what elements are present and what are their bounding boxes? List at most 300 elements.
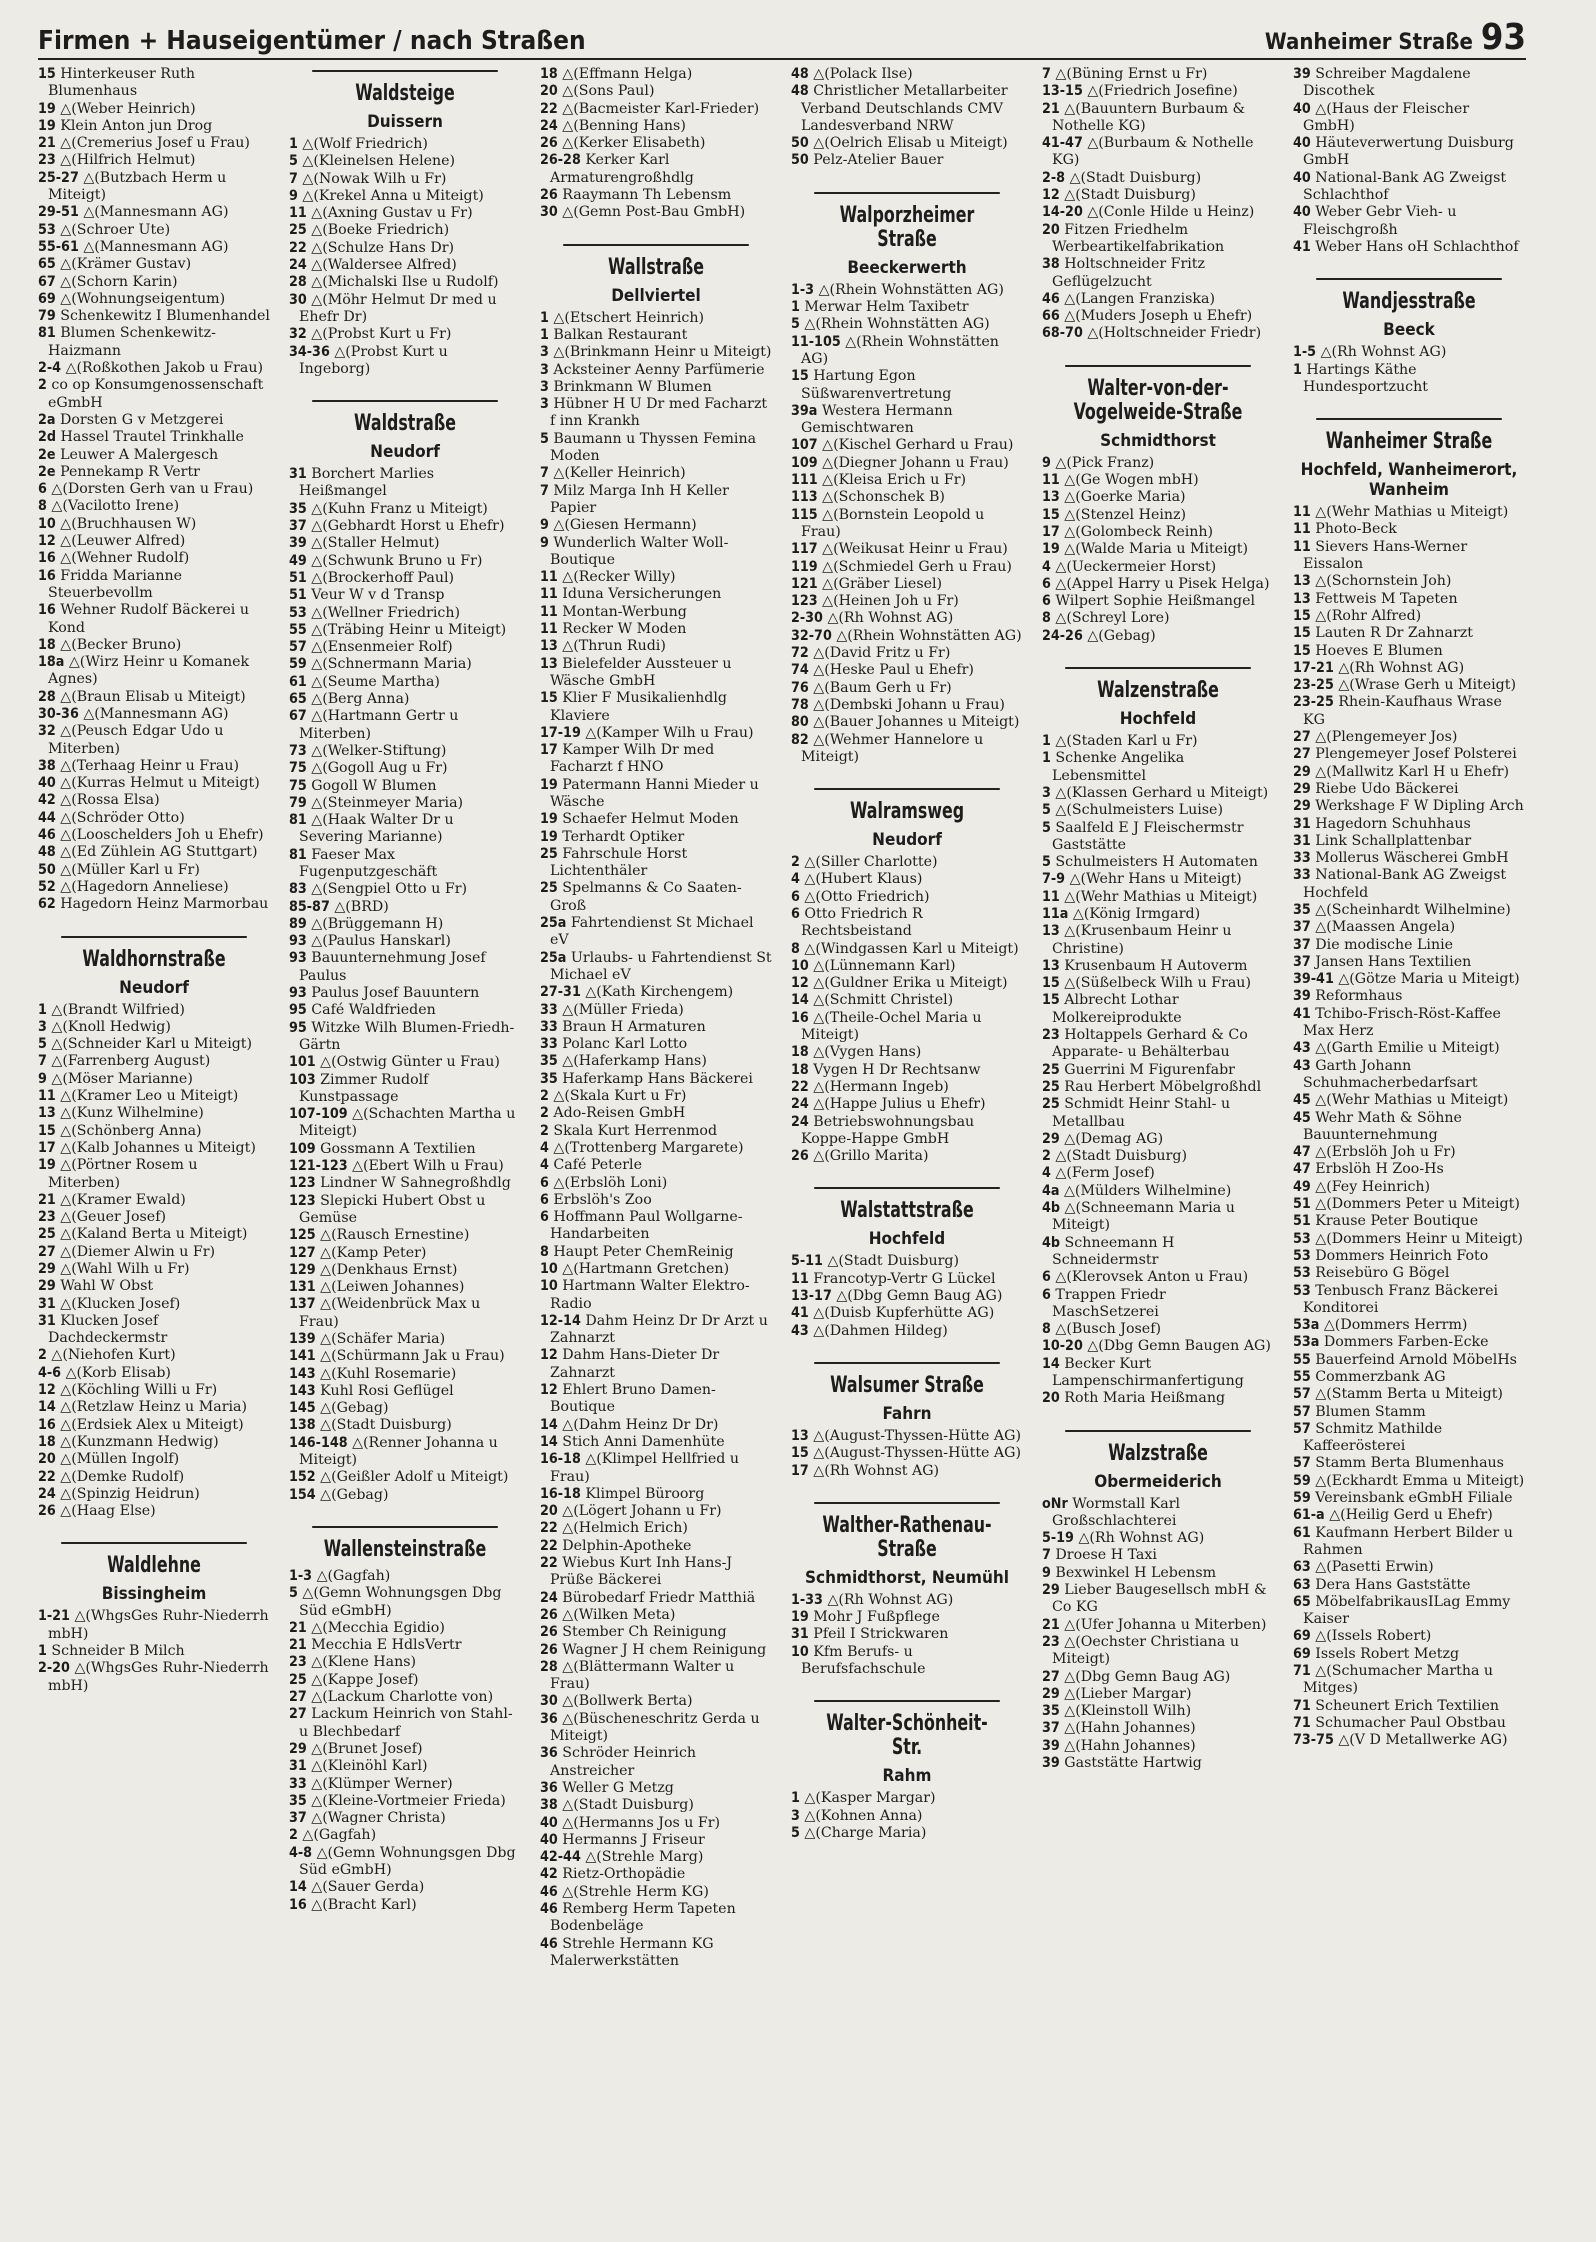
entry-text: △(Gagfah)	[316, 1567, 391, 1584]
house-number: 15	[540, 690, 558, 707]
directory-entry	[1293, 344, 1525, 361]
directory-entry	[289, 1469, 521, 1486]
entry-text: △(Pick Franz)	[1055, 454, 1155, 471]
directory-entry	[540, 204, 772, 221]
house-number: 25	[1042, 1061, 1060, 1078]
entry-text: △(Braun Elisab u Miteigt)	[60, 688, 246, 705]
entry-text: △(Thrun Rudi)	[562, 638, 666, 655]
house-number: 51	[1293, 1213, 1311, 1230]
directory-entry	[1293, 608, 1525, 625]
house-number: 13	[791, 1427, 809, 1444]
entry-text: Hinterkeuser Ruth Blumenhaus	[48, 66, 195, 100]
directory-entry	[540, 1036, 772, 1053]
entry-text: Pelz-Atelier Bauer	[813, 152, 944, 169]
directory-entry	[540, 135, 772, 152]
entry-text: National-Bank AG Zweigst Hochfeld	[1303, 867, 1507, 901]
house-number: 51	[289, 587, 307, 604]
house-number: 12-14	[540, 1312, 581, 1329]
entry-text: △(Boeke Friedrich)	[311, 222, 450, 239]
directory-entry	[791, 576, 1023, 593]
entry-text: △(Holtschneider Friedr)	[1087, 325, 1262, 342]
street-heading: Wallensteinstraße	[312, 1526, 498, 1562]
house-number: 37	[1293, 953, 1311, 970]
directory-entry	[289, 518, 521, 535]
house-number: 79	[38, 308, 56, 325]
entry-text: △(Rossa Elsa)	[60, 792, 160, 809]
directory-entry	[540, 152, 772, 187]
directory-entry	[540, 586, 772, 603]
directory-entry	[791, 732, 1023, 767]
entry-text: △(Renner Johanna u Miteigt)	[299, 1434, 498, 1469]
entry-text: Milz Marga Inh H Keller Papier	[550, 482, 729, 516]
entry-text: Iduna Versicherungen	[562, 586, 722, 603]
house-number: 26	[540, 1606, 558, 1623]
house-number: 12	[791, 975, 809, 992]
house-number: 103	[289, 1071, 316, 1088]
house-number: 121	[791, 575, 818, 592]
house-number: 73-75	[1293, 1732, 1334, 1749]
house-number: 65	[1293, 1593, 1311, 1610]
house-number: 41	[1293, 1005, 1311, 1022]
directory-entry	[38, 135, 270, 152]
entry-text: Hartings Käthe Hundesportzucht	[1303, 361, 1428, 395]
directory-entry	[38, 256, 270, 273]
house-number: 49	[289, 552, 307, 569]
directory-entry	[1293, 1386, 1525, 1403]
house-number: 20	[540, 83, 558, 100]
house-number: 74	[791, 662, 809, 679]
house-number: 13-15	[1042, 83, 1083, 100]
entry-text: Acksteiner Aenny Parfümerie	[553, 361, 765, 378]
entry-text: Schaefer Helmut Moden	[562, 811, 739, 828]
column-5	[1042, 66, 1274, 2236]
directory-entry	[791, 1644, 1023, 1679]
house-number: 53	[1293, 1265, 1311, 1282]
directory-entry	[1293, 66, 1525, 101]
entry-text: △(Stadt Duisburg)	[320, 1417, 452, 1434]
entry-text: △(Mannesmann AG)	[83, 238, 229, 255]
entry-text: △(Lünnemann Karl)	[813, 957, 956, 974]
house-number: 61	[1293, 1524, 1311, 1541]
entry-text: △(Strehle Herm KG)	[562, 1883, 709, 1900]
directory-entry	[1042, 1738, 1274, 1755]
directory-entry	[38, 810, 270, 827]
entry-text: Tchibo-Frisch-Röst-Kaffee Max Herz	[1303, 1005, 1501, 1040]
entry-text: △(Stadt Duisburg)	[1064, 187, 1196, 204]
house-number: 6	[540, 1174, 549, 1191]
entry-text: △(Schnermann Maria)	[311, 656, 472, 673]
house-number: 29	[38, 1261, 56, 1277]
directory-entry	[1042, 1720, 1274, 1737]
directory-entry	[540, 1434, 772, 1451]
directory-entry	[38, 862, 270, 879]
entry-text: △(Busch Josef)	[1055, 1321, 1161, 1338]
directory-entry	[1293, 362, 1525, 397]
entry-text: Baumann u Thyssen Femina Moden	[550, 430, 757, 465]
entry-text: Terhardt Optiker	[562, 828, 685, 845]
entry-text: Dommers Heinrich Foto	[1315, 1247, 1489, 1264]
entry-text: △(Cremerius Josef u Frau)	[60, 135, 250, 152]
entry-text: △(Kleine-Vortmeier Frieda)	[311, 1792, 506, 1809]
directory-entry	[1042, 802, 1274, 819]
entry-text: △(Roßkothen Jakob u Frau)	[65, 360, 264, 377]
entry-text: △(Schröder Otto)	[60, 809, 185, 826]
directory-entry	[791, 1148, 1023, 1165]
entry-text: △(Bracht Karl)	[311, 1896, 417, 1913]
directory-entry	[540, 310, 772, 327]
house-number: 25	[289, 1671, 307, 1688]
house-number: 36	[540, 1745, 558, 1762]
house-number: 4	[791, 871, 800, 888]
directory-entry	[1293, 971, 1525, 988]
house-number: 63	[1293, 1576, 1311, 1593]
directory-entry	[38, 101, 270, 118]
house-number: 15	[38, 1122, 56, 1139]
house-number: 4	[540, 1139, 549, 1156]
entry-text: △(Keller Heinrich)	[553, 465, 686, 482]
entry-text: △(Garth Emilie u Miteigt)	[1315, 1040, 1500, 1057]
house-number: 7	[289, 170, 298, 187]
house-number: 10	[540, 1278, 558, 1295]
entry-text: Dahm Hans-Dieter Dr Zahnarzt	[550, 1347, 720, 1381]
house-number: 1-33	[791, 1591, 823, 1608]
entry-text: △(Stadt Duisburg)	[562, 1797, 694, 1814]
house-number: 20	[1042, 1390, 1060, 1407]
column-2	[289, 66, 521, 2236]
directory-entry	[289, 292, 521, 327]
street-heading: Walramsweg	[814, 788, 1000, 824]
entry-text: △(Lackum Charlotte von)	[311, 1689, 494, 1706]
directory-entry	[38, 1365, 270, 1382]
house-number: 5	[289, 1585, 298, 1602]
directory-entry	[289, 1366, 521, 1383]
house-number: 5	[1042, 854, 1051, 871]
directory-entry	[38, 1469, 270, 1486]
entry-text: △(Windgassen Karl u Miteigt)	[804, 940, 1019, 957]
entry-text: △(Dommers Peter u Miteigt)	[1315, 1196, 1520, 1213]
entry-text: △(Wehr Mathias u Miteigt)	[1315, 504, 1509, 521]
house-number: 71	[1293, 1714, 1311, 1731]
entry-text: △(Hagedorn Anneliese)	[60, 878, 229, 895]
house-number: 42	[540, 1866, 558, 1883]
entry-text: △(Haag Else)	[60, 1503, 156, 1520]
entry-text: Fahrschule Horst Lichtenthäler	[550, 845, 688, 880]
house-number: 46	[540, 1935, 558, 1952]
entry-text: △(Friedrich Josefine)	[1087, 83, 1238, 100]
directory-entry	[38, 1296, 270, 1313]
house-number: 49	[1293, 1178, 1311, 1195]
entry-text: △(Schneider Karl u Miteigt)	[51, 1036, 253, 1053]
entry-text: △(Dbg Gemn Baug AG)	[1064, 1668, 1231, 1685]
directory-entry	[38, 844, 270, 861]
house-number: 22	[38, 1468, 56, 1485]
directory-entry	[1293, 1040, 1525, 1057]
entry-text: Skala Kurt Herrenmod	[553, 1122, 718, 1139]
directory-entry	[289, 708, 521, 743]
entry-text: △(Hermann Ingeb)	[813, 1078, 949, 1095]
house-number: 107	[791, 437, 818, 454]
house-number: 53	[38, 221, 56, 238]
house-number: 30	[289, 291, 307, 308]
house-number: 39a	[791, 402, 818, 419]
directory-entry	[1293, 1058, 1525, 1093]
entry-text: Blumen Schenkewitz-Haizmann	[48, 325, 216, 359]
house-number: 43	[791, 1322, 809, 1339]
street-heading: Walzstraße	[1065, 1430, 1251, 1466]
directory-entry	[1042, 204, 1274, 221]
directory-entry	[1042, 975, 1274, 992]
entry-text: △(Schachten Martha u Miteigt)	[299, 1106, 516, 1140]
house-number: 25-27	[38, 169, 79, 186]
entry-text: △(Staden Karl u Fr)	[1055, 733, 1198, 750]
directory-entry	[289, 1054, 521, 1071]
entry-text: △(Köchling Willi u Fr)	[60, 1382, 218, 1399]
directory-entry	[540, 656, 772, 691]
entry-text: △(Rh Wohnst AG)	[827, 610, 954, 627]
house-number: 11	[1293, 538, 1311, 555]
house-number: 11	[1042, 888, 1060, 905]
house-number: 2-30	[791, 610, 823, 627]
house-number: 29	[38, 1278, 56, 1295]
house-number: 39	[1293, 66, 1311, 82]
entry-text: △(Schulmeisters Luise)	[1055, 802, 1223, 819]
house-number: 31	[1293, 832, 1311, 849]
entry-text: △(Schumacher Martha u Mitges)	[1303, 1663, 1494, 1697]
house-number: 43	[1293, 1057, 1311, 1074]
house-number: 137	[289, 1296, 316, 1313]
house-number: 81	[38, 325, 56, 342]
entry-text: Pennekamp R Vertr	[60, 463, 200, 480]
entry-text: △(Schonschek B)	[822, 489, 945, 506]
directory-entry	[1293, 170, 1525, 205]
entry-text: △(Baum Gerh u Fr)	[813, 679, 952, 696]
entry-text: △(Etschert Heinrich)	[553, 309, 705, 326]
directory-entry	[289, 553, 521, 570]
directory-entry	[540, 1140, 772, 1157]
house-number: 79	[289, 794, 307, 811]
entry-text: △(Sons Paul)	[562, 83, 655, 100]
directory-entry	[38, 1434, 270, 1451]
entry-text: △(Krusenbaum Heinr u Christine)	[1052, 923, 1232, 957]
entry-text: △(Otto Friedrich)	[804, 888, 930, 905]
house-number: 38	[1042, 256, 1060, 273]
entry-text: Krusenbaum H Autoverm	[1064, 957, 1248, 974]
entry-text: △(Vacilotto Irene)	[51, 498, 180, 515]
directory-entry	[540, 950, 772, 985]
house-number: 93	[289, 950, 307, 967]
directory-entry	[1042, 610, 1274, 627]
house-number: 14	[540, 1416, 558, 1433]
entry-text: △(Müllen Ingolf)	[60, 1451, 180, 1468]
entry-text: Commerzbank AG	[1315, 1369, 1446, 1385]
house-number: 11	[1293, 521, 1311, 538]
district-heading: Rahm	[882, 1766, 932, 1787]
entry-text: △(Wahl Wilh u Fr)	[60, 1261, 190, 1277]
directory-entry	[791, 135, 1023, 152]
directory-entry	[289, 847, 521, 882]
entry-text: △(Kischel Gerhard u Frau)	[822, 437, 1014, 454]
house-number: 67	[38, 273, 56, 290]
directory-entry	[1293, 781, 1525, 798]
directory-entry	[791, 507, 1023, 542]
entry-text: Patermann Hanni Mieder u Wäsche	[550, 776, 759, 810]
house-number: 39	[1042, 1737, 1060, 1754]
directory-entry	[38, 118, 270, 135]
directory-entry	[38, 758, 270, 775]
entry-text: △(Burbaum & Nothelle KG)	[1052, 135, 1254, 169]
directory-entry	[1293, 919, 1525, 936]
entry-text: Hagedorn Heinz Marmorbau	[60, 896, 269, 913]
house-number: 12	[38, 533, 56, 550]
house-number: 1	[38, 1001, 47, 1018]
directory-entry	[1293, 816, 1525, 833]
directory-entry	[791, 403, 1023, 438]
entry-text: Lackum Heinrich von Stahl- u Blechbedarf	[299, 1706, 513, 1740]
directory-entry	[289, 778, 521, 795]
directory-entry	[791, 941, 1023, 958]
directory-entry	[791, 628, 1023, 645]
entry-text: △(Wehr Hans u Miteigt)	[1069, 871, 1242, 888]
directory-entry	[540, 1175, 772, 1192]
house-number: 30	[540, 1693, 558, 1710]
house-number: 26	[540, 1624, 558, 1641]
entry-text: Werkshage F W Dipling Arch	[1315, 798, 1524, 815]
directory-entry	[540, 1849, 772, 1866]
house-number: 65	[289, 691, 307, 708]
street-heading: Wallstraße	[563, 244, 749, 280]
house-number: 28	[289, 274, 307, 291]
house-number: 15	[1042, 975, 1060, 992]
district-heading: Schmidthorst	[1100, 430, 1216, 451]
directory-entry	[791, 472, 1023, 489]
entry-text: Veur W v d Transp	[311, 587, 445, 604]
entry-text: △(Butzbach Herm u Miteigt)	[48, 169, 227, 204]
house-number: 13	[540, 655, 558, 672]
directory-entry	[540, 1244, 772, 1261]
entry-text: Slepicki Hubert Obst u Gemüse	[299, 1192, 486, 1226]
house-number: 16	[289, 1896, 307, 1913]
entry-text: Strehle Hermann KG Malerwerkstätten	[550, 1935, 714, 1969]
directory-entry	[1042, 1582, 1274, 1617]
house-number: 6	[1042, 593, 1051, 610]
directory-entry	[540, 1313, 772, 1348]
directory-entry	[1293, 1507, 1525, 1524]
house-number: 4b	[1042, 1234, 1061, 1251]
directory-entry	[540, 742, 772, 777]
entry-text: △(Erbslöh Loni)	[553, 1174, 668, 1191]
house-number: 57	[289, 639, 307, 656]
directory-entry	[791, 1114, 1023, 1149]
house-number: 27	[289, 1689, 307, 1706]
house-number: 95	[289, 1019, 307, 1036]
entry-text: Stamm Berta Blumenhaus	[1315, 1455, 1504, 1472]
house-number: 46	[38, 827, 56, 844]
house-number: 13	[1293, 573, 1311, 590]
house-number: 16	[38, 602, 56, 619]
house-number: 9	[289, 187, 298, 204]
directory-entry	[1293, 1317, 1525, 1334]
directory-entry	[791, 1323, 1023, 1340]
entry-text: △(Helmich Erich)	[562, 1520, 688, 1537]
house-number: 47	[1293, 1144, 1311, 1161]
house-number: 15	[1042, 992, 1060, 1009]
directory-entry	[38, 602, 270, 637]
directory-entry	[540, 1555, 772, 1590]
entry-text: △(Brandt Wilfried)	[51, 1001, 185, 1018]
entry-text: △(Waldersee Alfred)	[311, 257, 457, 274]
directory-entry	[791, 559, 1023, 576]
directory-entry	[289, 1417, 521, 1434]
entry-text: Schneemann H Schneidermstr	[1052, 1234, 1175, 1268]
directory-entry	[289, 205, 521, 222]
district-heading: Neudorf	[370, 442, 440, 463]
house-number: 119	[791, 558, 818, 575]
directory-entry	[289, 899, 521, 916]
house-number: 2	[38, 1347, 47, 1364]
directory-entry	[540, 829, 772, 846]
directory-entry	[289, 950, 521, 985]
directory-entry	[540, 1520, 772, 1537]
house-number: 17-19	[540, 724, 581, 741]
directory-entry	[540, 187, 772, 204]
directory-entry	[38, 1140, 270, 1157]
entry-text: △(Rh Wohnst AG)	[1338, 659, 1465, 676]
entry-text: △(Kamp Peter)	[320, 1244, 427, 1261]
directory-entry	[289, 466, 521, 501]
house-number: 21	[1042, 1616, 1060, 1633]
directory-entry	[791, 1271, 1023, 1288]
directory-entry	[540, 1901, 772, 1936]
house-number: 24	[791, 1096, 809, 1113]
entry-text: △(Bauer Johannes u Miteigt)	[813, 714, 1020, 731]
entry-text: △(Gräber Liesel)	[822, 575, 943, 592]
directory-entry	[1293, 239, 1525, 256]
entry-text: Zimmer Rudolf Kunstpassage	[299, 1071, 429, 1105]
directory-entry	[1042, 1338, 1274, 1355]
house-number: 27	[1042, 1668, 1060, 1685]
entry-text: △(Gebag)	[320, 1400, 389, 1417]
house-number: 47	[1293, 1161, 1311, 1178]
directory-entry	[1042, 559, 1274, 576]
street-heading: Wandjesstraße	[1316, 278, 1502, 314]
house-number: 17-21	[1293, 659, 1334, 676]
house-number: 19	[540, 776, 558, 793]
entry-text: △(Walde Maria u Miteigt)	[1064, 541, 1248, 558]
directory-entry	[1293, 764, 1525, 781]
directory-entry	[1042, 1634, 1274, 1669]
directory-entry	[1042, 1062, 1274, 1079]
directory-entry	[1293, 1559, 1525, 1576]
house-number: 33	[540, 1018, 558, 1035]
entry-text: △(Dommers Heinr u Miteigt)	[1315, 1230, 1523, 1247]
house-number: 6	[540, 1191, 549, 1208]
entry-text: △(Rh Wohnst AG)	[1078, 1530, 1205, 1547]
directory-entry	[289, 1348, 521, 1365]
entry-text: △(Dorsten Gerh van u Frau)	[51, 481, 254, 498]
entry-text: △(Rohr Alfred)	[1315, 607, 1422, 624]
house-number: 35	[1042, 1703, 1060, 1720]
entry-text: △(Oechster Christiana u Miteigt)	[1052, 1633, 1240, 1668]
entry-text: △(Schneemann Maria u Miteigt)	[1052, 1200, 1235, 1234]
house-number: 29	[1042, 1582, 1060, 1599]
entry-text: △(Klassen Gerhard u Miteigt)	[1055, 784, 1269, 801]
entry-text: △(Effmann Helga)	[562, 66, 693, 82]
house-number: 93	[289, 985, 307, 1002]
entry-text: Schulmeisters H Automaten	[1055, 854, 1258, 871]
entry-text: Braun H Armaturen	[562, 1018, 706, 1035]
entry-text: Raaymann Th Lebensm	[562, 187, 732, 204]
house-number: 18	[791, 1044, 809, 1061]
